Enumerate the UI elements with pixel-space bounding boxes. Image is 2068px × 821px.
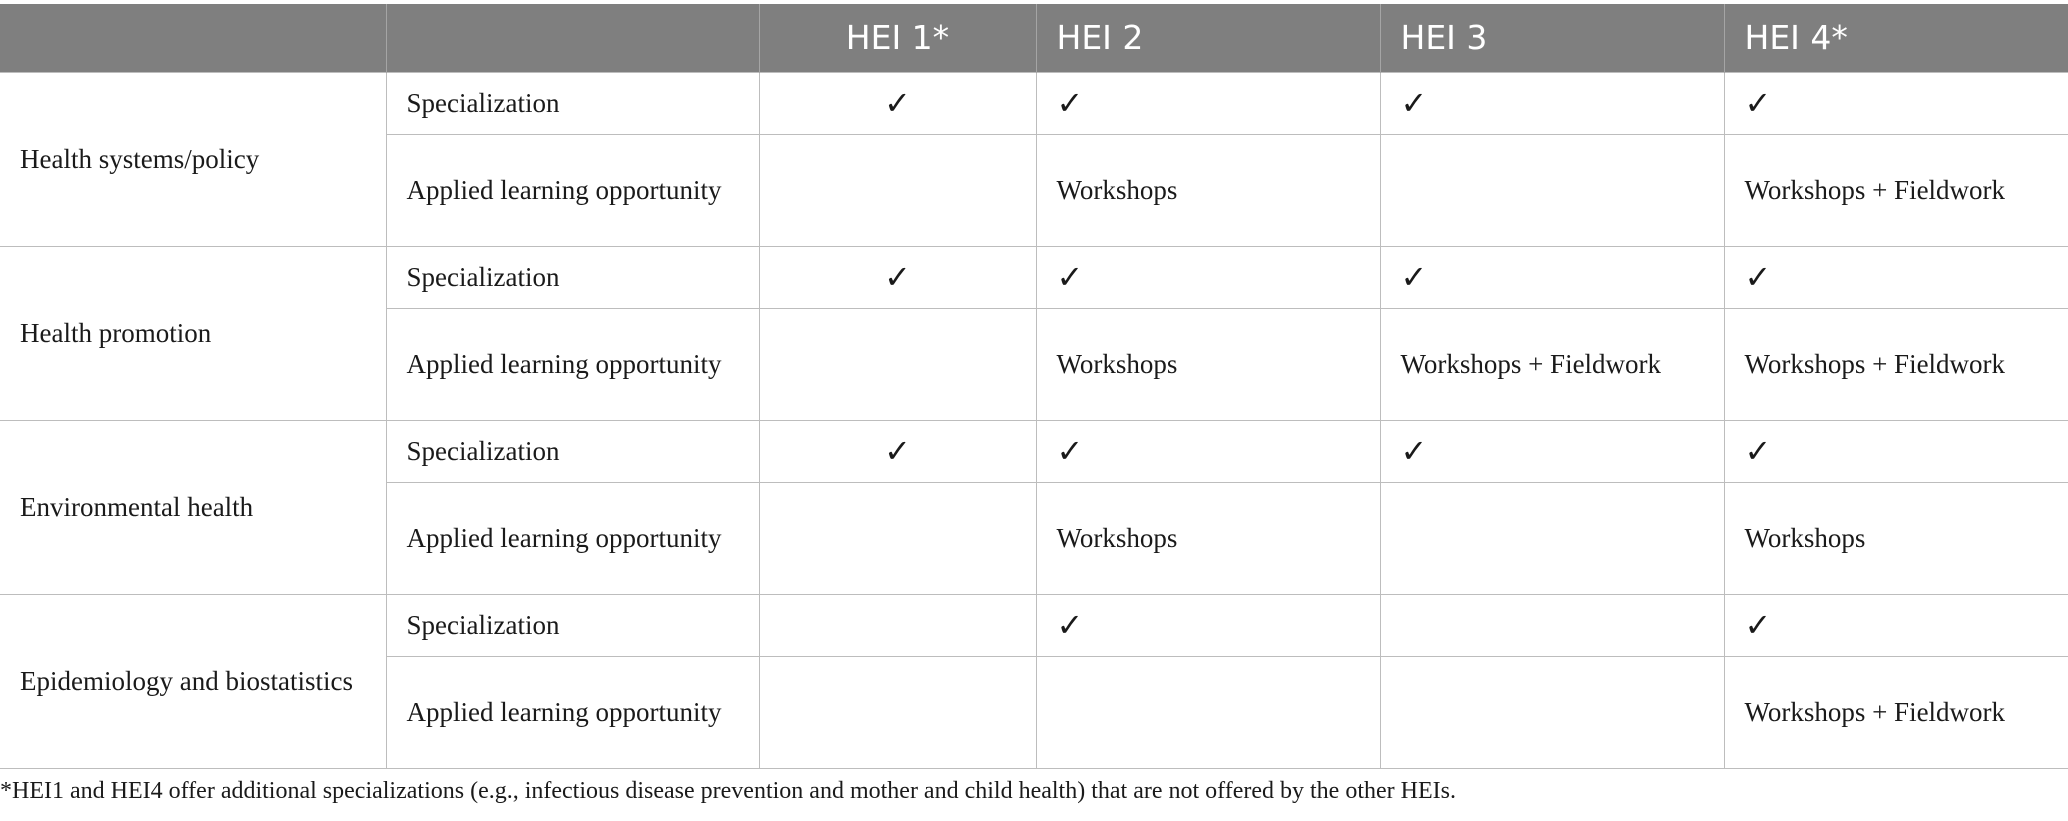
hei1-cell xyxy=(759,134,1036,246)
area-cell: Epidemiology and biostatistics xyxy=(0,594,386,768)
hei2-cell: ✓ xyxy=(1036,594,1380,656)
specialization-table xyxy=(0,4,2068,769)
area-cell: Health promotion xyxy=(0,246,386,420)
hei1-cell: ✓ xyxy=(759,72,1036,134)
hei4-cell: Workshops + Fieldwork xyxy=(1724,134,2068,246)
table-row xyxy=(0,246,2068,308)
hei2-cell xyxy=(1036,656,1380,768)
hei4-cell: ✓ xyxy=(1724,420,2068,482)
specialization-table-container xyxy=(0,4,2068,769)
hei2-cell: ✓ xyxy=(1036,420,1380,482)
hei1-cell: ✓ xyxy=(759,246,1036,308)
table-row xyxy=(0,420,2068,482)
type-cell: Applied learning opportunity xyxy=(386,656,759,768)
hei4-cell: ✓ xyxy=(1724,72,2068,134)
header-cell-hei4: HEI 4* xyxy=(1724,4,2068,72)
area-cell: Environmental health xyxy=(0,420,386,594)
type-cell: Applied learning opportunity xyxy=(386,482,759,594)
hei3-cell xyxy=(1380,594,1724,656)
hei3-cell: ✓ xyxy=(1380,246,1724,308)
hei4-cell: Workshops + Fieldwork xyxy=(1724,308,2068,420)
type-cell: Specialization xyxy=(386,594,759,656)
hei1-cell: ✓ xyxy=(759,420,1036,482)
header-cell-hei1: HEI 1* xyxy=(759,4,1036,72)
hei3-cell: Workshops + Fieldwork xyxy=(1380,308,1724,420)
hei1-cell xyxy=(759,594,1036,656)
area-cell: Health systems/policy xyxy=(0,72,386,246)
type-cell: Applied learning opportunity xyxy=(386,308,759,420)
hei3-cell: ✓ xyxy=(1380,72,1724,134)
hei2-cell: Workshops xyxy=(1036,308,1380,420)
hei1-cell xyxy=(759,482,1036,594)
hei4-cell: Workshops xyxy=(1724,482,2068,594)
hei1-cell xyxy=(759,656,1036,768)
hei2-cell: Workshops xyxy=(1036,482,1380,594)
type-cell: Specialization xyxy=(386,420,759,482)
hei2-cell: ✓ xyxy=(1036,72,1380,134)
hei1-cell xyxy=(759,308,1036,420)
header-cell-type xyxy=(386,4,759,72)
type-cell: Applied learning opportunity xyxy=(386,134,759,246)
table-header-row xyxy=(0,4,2068,72)
header-cell-hei3: HEI 3 xyxy=(1380,4,1724,72)
hei3-cell xyxy=(1380,482,1724,594)
hei3-cell xyxy=(1380,656,1724,768)
header-cell-hei2: HEI 2 xyxy=(1036,4,1380,72)
type-cell: Specialization xyxy=(386,246,759,308)
hei3-cell: ✓ xyxy=(1380,420,1724,482)
hei4-cell: Workshops + Fieldwork xyxy=(1724,656,2068,768)
hei2-cell: Workshops xyxy=(1036,134,1380,246)
header-cell-area xyxy=(0,4,386,72)
table-footnote: *HEI1 and HEI4 offer additional specializations (e.g., infectious disease prevention and mother and child health) that are not offered by the other HEIs. xyxy=(0,778,1456,804)
type-cell: Specialization xyxy=(386,72,759,134)
hei4-cell: ✓ xyxy=(1724,246,2068,308)
table-row xyxy=(0,72,2068,134)
table-row xyxy=(0,594,2068,656)
hei4-cell: ✓ xyxy=(1724,594,2068,656)
hei3-cell xyxy=(1380,134,1724,246)
hei2-cell: ✓ xyxy=(1036,246,1380,308)
